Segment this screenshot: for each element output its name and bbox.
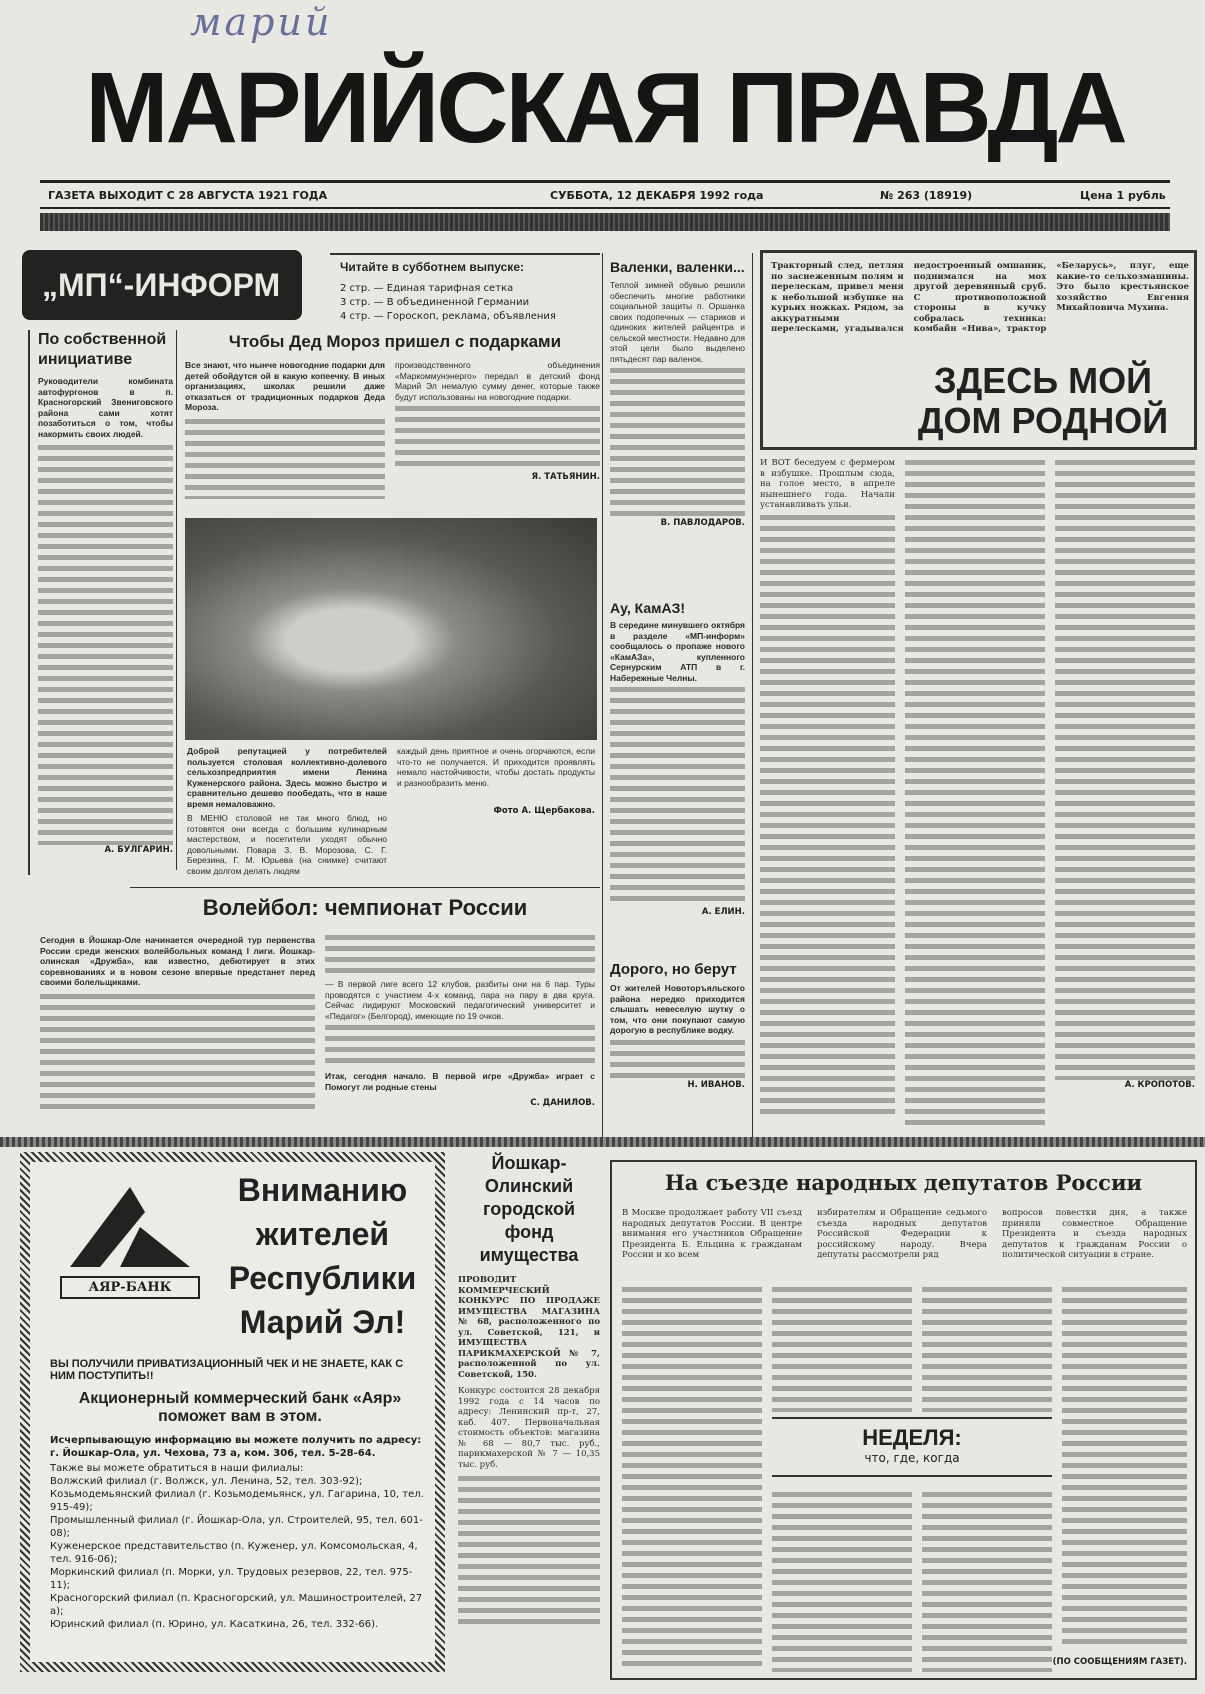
article-body-text xyxy=(1055,460,1195,1080)
kamaz-lead: В середине минувшего октября в разделе «МП-информ» сообщалось о пропаже нового «КамАЗа», купленного Сернурским АТП в г. Набережные Челны. xyxy=(610,620,745,683)
farmer-title: ЗДЕСЬ МОЙ ДОМ РОДНОЙ xyxy=(917,360,1169,441)
article-body-text xyxy=(772,1287,912,1412)
week-title: НЕДЕЛЯ: xyxy=(862,1425,962,1450)
bank-name: АЯР-БАНК xyxy=(60,1276,200,1299)
farmer-col1 xyxy=(760,458,895,1115)
volleyball-lead: Сегодня в Йошкар-Оле начинается очередной тур первенства России среди женских волейбольных команд I лиги. Йошкар-олинская «Дружба», как известно, дебютирует в этих соревнованиях и в новом сезоне впервые предстанет перед своими болельщиками. xyxy=(40,935,315,987)
bank-branches-intro: Также вы можете обратиться в наши филиалы: xyxy=(50,1463,304,1474)
bank-question: ВЫ ПОЛУЧИЛИ ПРИВАТИЗАЦИОННЫЙ ЧЕК И НЕ ЗНАЕТЕ, КАК С НИМ ПОСТУПИТЬ!! xyxy=(50,1358,404,1382)
author: В. ПАВЛОДАРОВ. xyxy=(660,518,745,528)
initiative-article xyxy=(38,330,173,855)
photo-credit: Фото А. Щербакова. xyxy=(493,806,595,816)
branch-item: Промышленный филиал (г. Йошкар-Ола, ул. Строителей, 95, тел. 601-08); xyxy=(50,1515,423,1539)
author: С. ДАНИЛОВ. xyxy=(530,1098,595,1108)
dorogo-title: Дорого, но берут xyxy=(610,961,737,978)
dorogo-article xyxy=(610,960,745,1090)
divider xyxy=(752,253,753,1138)
branch-item: Волжский филиал (г. Волжск, ул. Ленина, 52, тел. 303-92); xyxy=(50,1476,363,1487)
article-body-text xyxy=(38,445,173,845)
ded-moroz-col1 xyxy=(185,360,385,499)
bank-branches-list xyxy=(50,1475,430,1631)
congress-section xyxy=(610,1160,1197,1680)
ded-moroz-title: Чтобы Дед Мороз пришел с подарками xyxy=(228,332,562,351)
ded-moroz-text: производственного объединения «Маркоммунэнерго» передал в детский фонд Марий Эл немалую сумму денег, которые также будут использованы на новогодние подарки. xyxy=(395,360,600,402)
author: Я. ТАТЬЯНИН. xyxy=(531,472,600,482)
author: Н. ИВАНОВ. xyxy=(687,1079,745,1090)
issue-date: СУББОТА, 12 ДЕКАБРЯ 1992 года xyxy=(550,189,764,202)
handwritten-note: марий xyxy=(190,0,333,44)
article-body-text xyxy=(922,1492,1052,1672)
branch-item: Козьмодемьянский филиал (г. Козьмодемьянск, ул. Гагарина, 10, тел. 915-49); xyxy=(50,1489,424,1513)
valenki-title: Валенки, валенки... xyxy=(610,259,745,275)
canteen-cooks-photo xyxy=(185,518,597,740)
price: Цена 1 рубль xyxy=(1080,189,1166,202)
initiative-lead: Руководители комбината автофургонов в п. Красногорский Звениговского района сами хотят позаботиться о том, чтобы накормить своих людей. xyxy=(38,376,173,439)
saturday-issue-box xyxy=(340,260,600,324)
kamaz-article xyxy=(610,600,745,917)
divider xyxy=(40,180,1170,183)
article-body-text xyxy=(610,687,745,907)
volleyball-closing: Итак, сегодня начало. В первой игре «Дружба» играет с Помогут ли родные стены xyxy=(325,1071,595,1092)
photo-caption-lead: Доброй репутацией у потребителей пользуется столовая коллективно-долевого сельхозпредприятия имени Ленина Куженерского района. Здесь можно быстро и сравнительно дешево пообедать, что в наше время немаловажно. xyxy=(187,746,387,809)
fund-title: Йошкар-Олинский городской фонд имущества xyxy=(479,1153,579,1265)
volleyball-title: Волейбол: чемпионат России xyxy=(202,895,528,920)
bank-logo xyxy=(60,1182,200,1295)
valenki-article xyxy=(610,258,745,528)
mp-inform-logo: „МП“-ИНФОРМ xyxy=(22,250,302,320)
article-body-text xyxy=(772,1492,912,1672)
photo-caption-text: каждый день приятное и очень огорчаются, если что-то не получается. И приходится проявлять немало настойчивости, чтобы достать продукты и разнообразить меню. xyxy=(397,746,595,788)
branch-item: Куженерское представительство (п. Куженер, ул. Комсомольская, 4, тел. 916-06); xyxy=(50,1541,418,1565)
article-body-text xyxy=(1062,1287,1187,1647)
photo-caption-text: В МЕНЮ столовой не так много блюд, но готовятся они всегда с большим кулинарным мастерством, и посетители уходят обычно довольными. Повара З. В. Морозова, С. Г. Березина, Г. М. Юрьева (на снимке) считают своим долгом делать людям xyxy=(187,813,387,876)
ded-moroz-lead: Все знают, что нынче новогодние подарки для детей обойдутся ой в какую копеечку. В иных организациях, школах решили даже отказаться от традиционных подарков Деда Мороза. xyxy=(185,360,385,412)
masthead-title: МАРИЙСКАЯ ПРАВДА xyxy=(85,52,1125,164)
farmer-col3 xyxy=(1055,460,1195,1090)
kamaz-title: Ау, КамАЗ! xyxy=(610,600,686,616)
branch-item: Юринский филиал (п. Юрино, ул. Касаткина, 26, тел. 332-66). xyxy=(50,1619,379,1630)
congress-col1: В Москве продолжает работу VII съезд народных депутатов России. В центре внимания его участников Обращение Президента Б. Ельцина к гражданам России и ко всем xyxy=(622,1208,802,1260)
initiative-title: По собственной инициативе xyxy=(38,331,167,368)
branch-item: Красногорский филиал (п. Красногорский, ул. Машиностроителей, 27 а); xyxy=(50,1593,423,1617)
ded-moroz-col2 xyxy=(395,360,600,482)
week-subtitle: что, где, когда xyxy=(864,1451,960,1465)
divider xyxy=(130,887,600,888)
congress-col2: избирателям и Обращение седьмого съезда народных депутатов Российской Федерации к российскому народу. Вчера депутаты рассмотрели ряд xyxy=(817,1208,987,1260)
fund-body: Конкурс состоится 28 декабря 1992 года с 14 часов по адресу: Ленинский пр-т, 27, каб. 407. Первоначальная стоимость объектов: магазина № 68 — 80,7 тыс. руб., парикмахерской № 7 — 10,35 тыс. руб. xyxy=(458,1386,600,1470)
photo-caption-col1 xyxy=(187,746,387,876)
fund-lead: ПРОВОДИТ КОММЕРЧЕСКИЙ КОНКУРС ПО ПРОДАЖЕ ИМУЩЕСТВА МАГАЗИНА № 68, расположенного по ул. Советской, 121, и ИМУЩЕСТВА ПАРИКМАХЕРСКОЙ № 7, расположенной по ул. Советской, 150. xyxy=(458,1275,600,1380)
farmer-headline-box xyxy=(760,250,1197,450)
saturday-item: 3 стр. — В объединенной Германии xyxy=(340,297,530,308)
article-body-text xyxy=(610,368,745,518)
founded-line: ГАЗЕТА ВЫХОДИТ С 28 АВГУСТА 1921 ГОДА xyxy=(48,189,328,202)
dorogo-lead: От жителей Новоторъяльского района нередко приходится слышать невеселую шутку о том, что они покупают самую дорогую в республике водку. xyxy=(610,983,745,1035)
property-fund-notice xyxy=(458,1152,600,1626)
farmer-intro: Тракторный след, петляя по заснеженным полям и перелескам, привел меня к небольшой избушке на курьих ножках. Рядом, за аккуратными перелесками, угадывался недостроенный омшаник, поднимался на мох другой деревянный сруб. С противоположной стороны в кучку собралась техника: комбайн «Нива», трактор «Беларусь», плуг, еще какие-то сельхозмашины. Это было крестьянское хозяйство Евгения Михайловича Мухина. xyxy=(771,261,1189,334)
divider xyxy=(176,330,177,870)
volleyball-col1 xyxy=(40,935,315,1114)
divider xyxy=(40,207,1170,209)
volleyball-text: — В первой лиге всего 12 клубов, разбиты они на 6 пар. Туры проводятся с участием 4-х команд, пара на пару в два круга. Сейчас лидируют Московский педагогический университет и «Педагог» (Белгород), имеющие по 19 очков. xyxy=(325,979,595,1021)
divider xyxy=(330,253,600,255)
bank-advertisement xyxy=(20,1152,445,1672)
article-body-text xyxy=(922,1287,1052,1412)
saturday-item: 2 стр. — Единая тарифная сетка xyxy=(340,283,514,294)
article-body-text xyxy=(760,515,895,1115)
author: А. БУЛГАРИН. xyxy=(104,845,173,855)
article-body-text xyxy=(325,1025,595,1065)
decorative-band xyxy=(40,213,1170,231)
branch-item: Моркинский филиал (п. Морки, ул. Трудовых резервов, 22, тел. 975-11); xyxy=(50,1567,413,1591)
congress-col3: вопросов повестки дня, а также приняли совместное Обращение Президента и съезда народных депутатов к гражданам России о политической ситуации в стране. xyxy=(1002,1208,1187,1260)
valenki-lead: Теплой зимней обувью решили обеспечить многие работники социальной защиты п. Оршанка своих подопечных — стариков и одиноких жителей райцентра и сельской местности. Недавно для этой цели было выделено пятьдесят пар валенок. xyxy=(610,280,745,364)
article-body-text xyxy=(40,994,315,1114)
bank-offer: Акционерный коммерческий банк «Аяр» поможет вам в этом. xyxy=(78,1390,402,1425)
issue-number: № 263 (18919) xyxy=(880,189,973,202)
article-body-text xyxy=(395,406,600,472)
saturday-item: 4 стр. — Гороскоп, реклама, объявления xyxy=(340,311,556,322)
farmer-col2 xyxy=(905,460,1045,1130)
article-body-text xyxy=(458,1476,600,1626)
congress-title: На съезде народных депутатов России xyxy=(664,1170,1143,1195)
farmer-body: И ВОТ беседуем с фермером в избушке. Прошлым сюда, на голое место, в апреле нынешнего года. Начали устанавливать ульи. xyxy=(760,458,895,510)
week-box xyxy=(772,1417,1052,1477)
article-body-text xyxy=(185,419,385,499)
divider xyxy=(602,253,603,1138)
saturday-title: Читайте в субботнем выпуске: xyxy=(340,260,524,274)
divider xyxy=(28,330,30,875)
bank-ad-title: Вниманию жителей Республики Марий Эл! xyxy=(228,1172,417,1340)
photo-caption-col2 xyxy=(397,746,595,816)
author: А. ЕЛИН. xyxy=(701,907,745,917)
volleyball-col2 xyxy=(325,935,595,1108)
article-body-text xyxy=(610,1040,745,1080)
author: А. КРОПОТОВ. xyxy=(1124,1080,1195,1090)
bank-logo-mark-icon xyxy=(60,1182,200,1272)
congress-footer: (ПО СООБЩЕНИЯМ ГАЗЕТ). xyxy=(1052,1657,1187,1667)
section-divider xyxy=(0,1137,1205,1147)
article-body-text xyxy=(325,935,595,979)
article-body-text xyxy=(622,1287,762,1672)
bank-info: Исчерпывающую информацию вы можете получить по адресу: г. Йошкар-Ола, ул. Чехова, 73 а, ком. 306, тел. 5-28-64. xyxy=(50,1435,422,1459)
